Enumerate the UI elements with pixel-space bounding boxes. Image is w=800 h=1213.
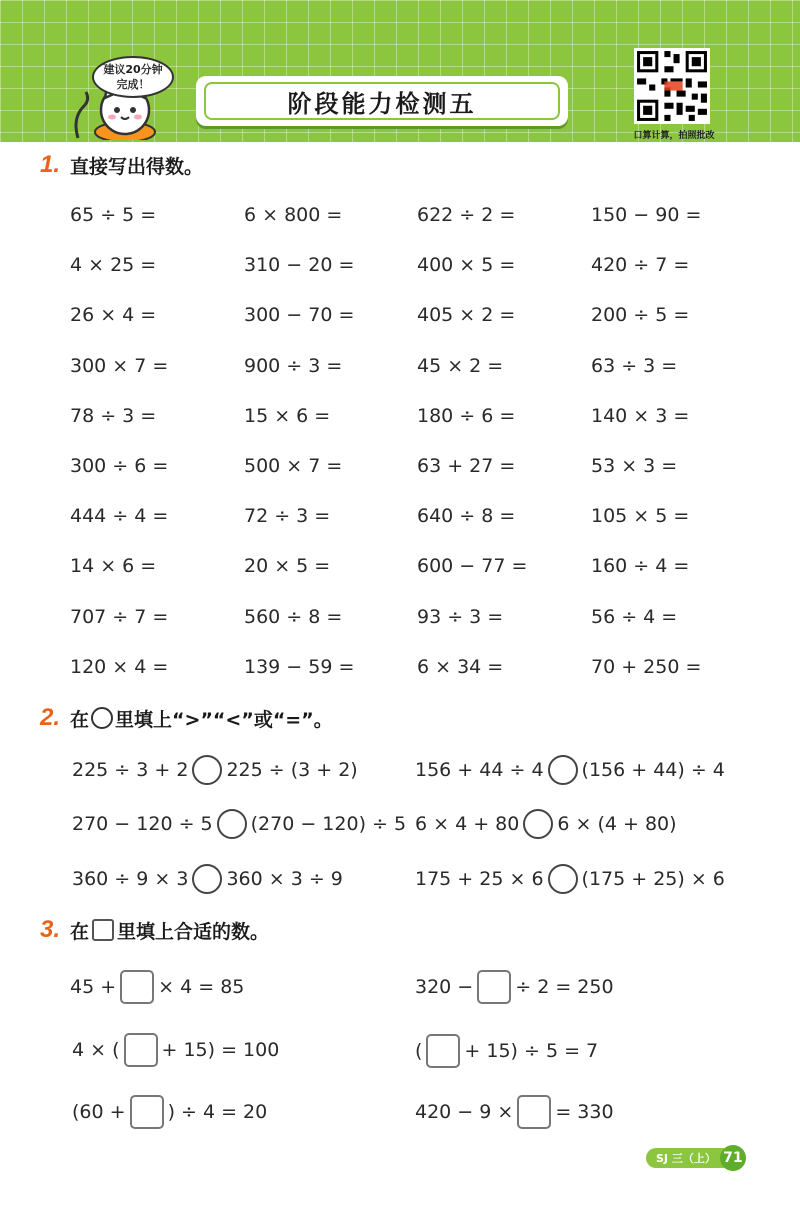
answer-box[interactable] [130, 1095, 164, 1129]
compare-left: 156 + 44 ÷ 4 [415, 759, 544, 781]
section-2-title-post: 里填上“>”“<”或“=”。 [115, 708, 333, 731]
math-problem: 622 ÷ 2 = [417, 204, 516, 226]
math-problem: 63 ÷ 3 = [591, 354, 678, 377]
bubble-line-1: 建议20分钟 [103, 63, 163, 76]
math-problem: 105 × 5 = [591, 505, 690, 528]
math-problem: 93 ÷ 3 = [417, 605, 504, 628]
section-1-heading [40, 150, 203, 180]
fill-in-item [70, 972, 244, 1002]
math-problem: 78 ÷ 3 = [70, 404, 157, 427]
fill-in-item [72, 1097, 267, 1127]
math-problem: 300 − 70 = [244, 304, 355, 327]
answer-box[interactable] [477, 970, 511, 1004]
math-problem: 140 × 3 = [591, 404, 690, 427]
compare-answer-circle[interactable] [192, 864, 222, 894]
math-problem: 405 × 2 = [417, 304, 516, 327]
math-problem: 15 × 6 = [244, 404, 331, 427]
math-problem: 56 ÷ 4 = [591, 605, 678, 628]
fill-in-prefix: (60 + [72, 1101, 126, 1123]
math-problem: 600 − 77 = [417, 555, 528, 578]
math-problem: 310 − 20 = [244, 254, 355, 277]
fill-in-item [415, 972, 614, 1002]
compare-left: 225 ÷ 3 + 2 [72, 759, 189, 781]
section-1-title: 直接写出得数。 [70, 155, 204, 178]
math-problem: 300 ÷ 6 = [70, 455, 169, 477]
answer-box[interactable] [517, 1095, 551, 1129]
section-2-title-pre: 在 [70, 708, 90, 731]
compare-item [415, 864, 725, 894]
math-problem: 420 ÷ 7 = [591, 254, 690, 277]
math-problem: 560 ÷ 8 = [244, 605, 343, 628]
compare-right: (270 − 120) ÷ 5 [250, 813, 407, 835]
math-problem: 6 × 800 = [244, 204, 343, 226]
math-problem: 20 × 5 = [244, 555, 331, 578]
math-problem: 150 − 90 = [591, 204, 702, 226]
math-problem: 139 − 59 = [244, 655, 355, 678]
section-2-number: 2. [40, 704, 61, 731]
compare-left: 360 ÷ 9 × 3 [72, 868, 189, 890]
page-header [0, 0, 800, 142]
math-problem: 45 × 2 = [417, 354, 504, 377]
box-symbol-icon [92, 919, 114, 941]
bubble-line-2: 完成！ [116, 78, 150, 91]
fill-in-item [415, 1097, 614, 1127]
math-problem: 900 ÷ 3 = [244, 354, 343, 377]
fill-in-suffix: ÷ 2 = 250 [515, 976, 614, 998]
title-banner [196, 76, 568, 126]
answer-box[interactable] [124, 1033, 158, 1067]
compare-right: 225 ÷ (3 + 2) [226, 759, 358, 781]
answer-box[interactable] [426, 1034, 460, 1068]
compare-item [72, 755, 358, 785]
math-problem: 300 × 7 = [70, 354, 169, 377]
fill-in-prefix: 320 − [415, 976, 474, 998]
fill-in-suffix: = 330 [555, 1101, 614, 1123]
math-problem: 4 × 25 = [70, 254, 157, 277]
compare-answer-circle[interactable] [548, 864, 578, 894]
math-problem: 53 × 3 = [591, 455, 678, 477]
compare-left: 6 × 4 + 80 [415, 813, 520, 835]
fill-in-suffix: × 4 = 85 [158, 976, 245, 998]
page-number: 71 [720, 1145, 746, 1171]
math-problem: 6 × 34 = [417, 655, 504, 678]
section-3-title-pre: 在 [70, 920, 90, 943]
page-title: 阶段能力检测五 [204, 82, 560, 120]
math-problem: 160 ÷ 4 = [591, 555, 690, 578]
compare-right: (175 + 25) × 6 [581, 868, 725, 890]
qr-code-icon[interactable] [634, 48, 710, 124]
compare-item [415, 809, 677, 839]
compare-answer-circle[interactable] [548, 755, 578, 785]
compare-answer-circle[interactable] [523, 809, 553, 839]
math-problem: 26 × 4 = [70, 304, 157, 327]
page-tag [646, 1148, 746, 1168]
math-problem: 500 × 7 = [244, 455, 343, 477]
compare-left: 175 + 25 × 6 [415, 868, 544, 890]
fill-in-prefix: 420 − 9 × [415, 1101, 514, 1123]
section-3-heading [40, 915, 269, 945]
math-problem: 63 + 27 = [417, 455, 516, 477]
compare-answer-circle[interactable] [217, 809, 247, 839]
math-problem: 707 ÷ 7 = [70, 605, 169, 628]
fill-in-suffix: + 15) = 100 [161, 1039, 280, 1061]
math-problem: 400 × 5 = [417, 254, 516, 277]
section-2-heading [40, 703, 333, 733]
answer-box[interactable] [120, 970, 154, 1004]
compare-right: 6 × (4 + 80) [557, 813, 677, 835]
section-3-number: 3. [40, 916, 61, 943]
compare-item [415, 755, 725, 785]
section-1-number: 1. [40, 151, 61, 178]
compare-right: (156 + 44) ÷ 4 [581, 759, 725, 781]
fill-in-item [72, 1035, 279, 1065]
fill-in-prefix: 45 + [70, 976, 117, 998]
math-problem: 444 ÷ 4 = [70, 505, 169, 528]
fill-in-suffix: + 15) ÷ 5 = 7 [464, 1040, 599, 1062]
compare-right: 360 × 3 ÷ 9 [226, 868, 343, 890]
fill-in-prefix: ( [415, 1040, 423, 1062]
section-3-title-post: 里填上合适的数。 [117, 920, 270, 943]
circle-symbol-icon [91, 707, 113, 729]
math-problem: 180 ÷ 6 = [417, 404, 516, 427]
fill-in-prefix: 4 × ( [72, 1039, 120, 1061]
math-problem: 640 ÷ 8 = [417, 505, 516, 528]
math-problem: 65 ÷ 5 = [70, 204, 157, 226]
math-problem: 120 × 4 = [70, 655, 169, 678]
fill-in-item [415, 1036, 598, 1066]
math-problem: 200 ÷ 5 = [591, 304, 690, 327]
compare-item [72, 809, 406, 839]
time-suggestion-bubble [92, 56, 174, 98]
math-problem: 14 × 6 = [70, 555, 157, 578]
qr-caption: 口算计算，拍照批改 [633, 131, 715, 141]
compare-item [72, 864, 343, 894]
compare-left: 270 − 120 ÷ 5 [72, 813, 213, 835]
grade-tag: SJ 三（上） [646, 1148, 724, 1168]
math-problem: 70 + 250 = [591, 655, 702, 678]
compare-answer-circle[interactable] [192, 755, 222, 785]
fill-in-suffix: ) ÷ 4 = 20 [167, 1101, 268, 1123]
math-problem: 72 ÷ 3 = [244, 505, 331, 528]
